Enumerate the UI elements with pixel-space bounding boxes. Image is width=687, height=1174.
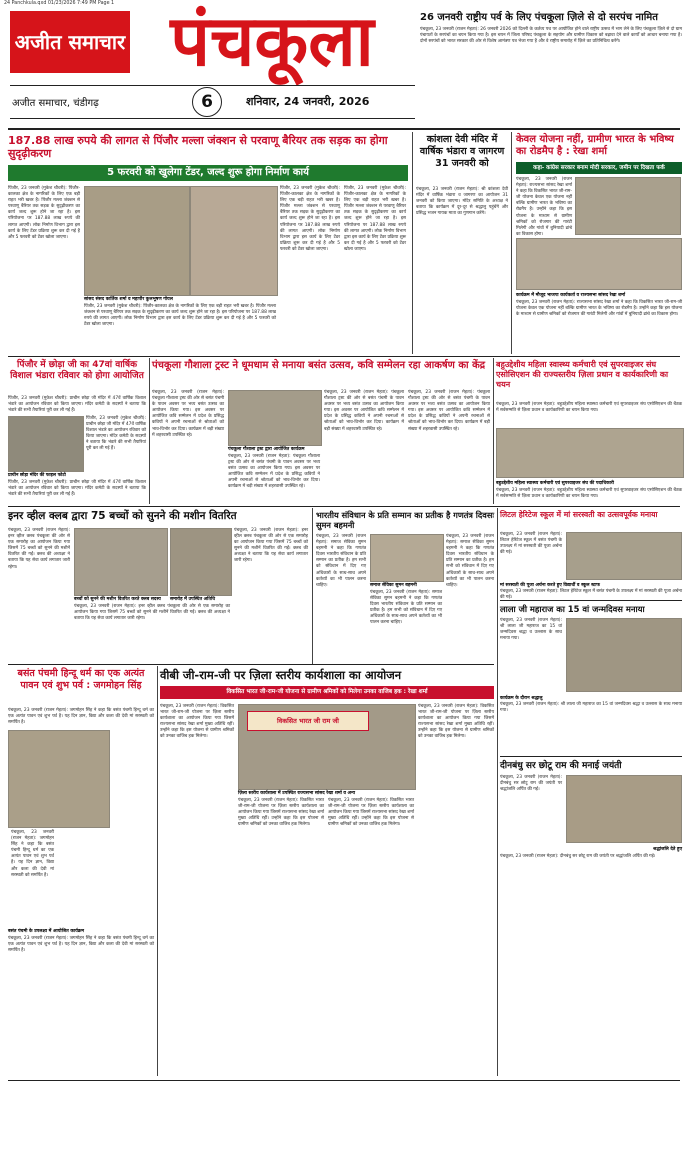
rekha-headline-wrap — [516, 134, 682, 342]
lead-photo-caption: सांसद संसद कार्तिक शर्मा व महापौर कुलभूषण गोयल — [84, 297, 173, 302]
rekha-headline: केवल योजना नहीं, ग्रामीण भारत के भविष्य का रोडमैप है : रेखा शर्मा — [516, 134, 674, 157]
lead-body-col3: पिंजौर, 23 जनवरी (मुकेश चौधरी): पिंजौर-कालका क्षेत्र के नागरिकों के लिए एक बड़ी राहत भरी खबर है। पिंजौर मल्ला जंक्शन से परवाणू बैरियर तक सड़क के सुदृढ़ीकरण का कार्य जल्द शुरू होने जा रहा है। इस परियोजना पर 187.88 लाख रुपये की लागत आएगी। लोक निर्माण विभाग द्वारा इस कार्य के लिए टेंडर प्रक्रिया शुरू कर दी गई है और 5 फरवरी को टेंडर खोला जाएगा। — [280, 186, 340, 252]
lead-subheadline-bar — [8, 165, 408, 181]
suman-body-col2: पंचकूला, 23 जनवरी (राजन मेहता): समाज सेविका सुमन बहमनी ने कहा कि गणतंत्र दिवस भारतीय संविधान के प्रति सम्मान का प्रतीक है। हम सभी को संविधान में दिए गए अधिकारों के साथ-साथ अपने कर्तव्यों का भी पालन करना चाहिए। — [370, 590, 442, 626]
suman-body-col1: पंचकूला, 23 जनवरी (राजन मेहता): समाज सेविका सुमन बहमनी ने कहा कि गणतंत्र दिवस भारतीय संविधान के प्रति सम्मान का प्रतीक है। हम सभी को संविधान में दिए गए अधिकारों के साथ-साथ अपने कर्तव्यों का भी पालन करना चाहिए। — [316, 534, 366, 588]
rekha-body-col2: पंचकूला, 23 जनवरी (राजन मेहता): राज्यसभा सांसद रेखा शर्मा ने कहा कि विकसित भारत जी-राम-जी योजना केवल एक योजना नहीं बल्कि ग्रामीण भारत के भविष्य का रोडमैप है। उन्होंने कहा कि इस योजना के माध्यम से ग्रामीण श्रमिकों को रोजगार की गारंटी मिलेगी और गांवों में बुनियादी ढांचे का विकास होगा। — [516, 300, 682, 318]
rekha-body-col1: पंचकूला, 23 जनवरी (राजन मेहता): राज्यसभा सांसद रेखा शर्मा ने कहा कि विकसित भारत जी-राम-जी योजना केवल एक योजना नहीं बल्कि ग्रामीण भारत के भविष्य का रोडमैप है। उन्होंने कहा कि इस योजना के माध्यम से ग्रामीण श्रमिकों को रोजगार की गारंटी मिलेगी और गांवों में बुनियादी ढांचे का विकास होगा। — [516, 177, 572, 237]
vrule-6 — [497, 508, 498, 1076]
gaushala-body-col2: पंचकूला, 23 जनवरी (राजन मेहता): पंचकूला गौशाला ट्रस्ट की ओर से बसंत पंचमी के पावन अवसर पर भव्य बसंत उत्सव का आयोजन किया गया। इस अवसर पर आयोजित कवि सम्मेलन में प्रदेश के प्रसिद्ध कवियों ने अपनी रचनाओं से श्रोताओं को भाव-विभोर कर दिया। कार्यक्रम में बड़ी संख्या में शहरवासी उपस्थित रहे। — [228, 454, 320, 490]
vbji-body-col3: पंचकूला, 23 जनवरी (राजन मेहता): विकसित भारत जी-राम-जी योजना पर ज़िला स्तरीय कार्यशाला का आयोजन किया गया जिसमें राज्यसभा सांसद रेखा शर्मा मुख्य अतिथि रहीं। उन्होंने कहा कि इस योजना से ग्रामीण श्रमिकों को उनका वाजिब हक मिलेगा। — [328, 798, 414, 828]
basant-body-bottom: पंचकूला, 23 जनवरी (राजन मेहता): जगमोहन सिंह ने कहा कि बसंत पंचमी हिन्दू धर्म का एक अत्यंत पावन एवं शुभ पर्व है। यह दिन ज्ञान, विद्या और कला की देवी मां सरस्वती को समर्पित है। — [8, 936, 154, 954]
suman-photo — [370, 534, 444, 582]
basant-story — [8, 668, 154, 1076]
top-right-headline: 26 जनवरी राष्ट्रीय पर्व के लिए पंचकूला ज़िले से दो सरपंच नामित — [420, 12, 658, 23]
page-number-badge — [192, 87, 222, 117]
gaushala-body-col4: पंचकूला, 23 जनवरी (राजन मेहता): पंचकूला गौशाला ट्रस्ट की ओर से बसंत पंचमी के पावन अवसर पर भव्य बसंत उत्सव का आयोजन किया गया। इस अवसर पर आयोजित कवि सम्मेलन में प्रदेश के प्रसिद्ध कवियों ने अपनी रचनाओं से श्रोताओं को भाव-विभोर कर दिया। कार्यक्रम में बड़ी संख्या में शहरवासी उपस्थित रहे। — [408, 390, 490, 432]
school-headline: लिटल हेरिटेज स्कूल में मां सरस्वती का उत्सवपूर्वक मनाया — [500, 510, 658, 519]
divider-lala — [500, 756, 682, 757]
hearing-body-col3: पंचकूला, 23 जनवरी (राजन मेहता): इनर व्हील क्लब पंचकूला की ओर से एक समारोह का आयोजन किया गया जिसमें 75 बच्चों को सुनने की मशीनें वितरित की गईं। क्लब की अध्यक्षा ने बताया कि यह सेवा कार्य लगातार जारी रहेगा। — [234, 528, 308, 564]
lead-headline: 187.88 लाख रुपये की लागत से पिंजौर मल्ला जंक्शन से परवाणू बैरियर तक सड़क का होगा सुदृढ़ीकरण — [8, 134, 388, 160]
suman-headline: भारतीय संविधान के प्रति सम्मान का प्रतीक है गणतंत्र दिवसः सुमन बहमनी — [316, 510, 495, 530]
divider-2 — [8, 356, 680, 357]
deendayal-body-bottom: पंचकूला, 23 जनवरी (राजन मेहता): दीनबंधु सर छोटू राम की जयंती पर श्रद्धांजलि अर्पित की गई। — [500, 854, 656, 859]
health-body-top: पंचकूला, 23 जनवरी (राजन मेहता): बहुउद्देशीय महिला स्वास्थ्य कर्मचारी एवं सुपरवाइजर संघ एसोसिएशन की बैठक में सर्वसम्मति से ज़िला प्रधान व कार्यकारिणी का चयन किया गया। — [496, 402, 682, 414]
lead-photo-1 — [84, 186, 190, 296]
hearing-body-col2: पंचकूला, 23 जनवरी (राजन मेहता): इनर व्हील क्लब पंचकूला की ओर से एक समारोह का आयोजन किया गया जिसमें 75 बच्चों को सुनने की मशीनें वितरित की गईं। क्लब की अध्यक्षा ने बताया कि यह सेवा कार्य लगातार जारी रहेगा। — [74, 604, 230, 622]
lala-story — [500, 604, 682, 754]
vbji-headline: वीबी जी-राम-जी पर ज़िला स्तरीय कार्यशाला का आयोजन — [160, 668, 402, 682]
vivah-photo-caption: प्राचीन छोड़ा मंदिर की फाइल फोटो — [8, 473, 66, 478]
rekha-kicker: कहा- कांग्रेस सरकार बनाम मोदी सरकार, जमीन पर दिखता फर्क — [533, 165, 665, 171]
lala-photo-caption: कार्यक्रम के दौरान श्रद्धालु — [500, 696, 543, 701]
school-photo-caption: मां सरस्वती की पूजा अर्चना करते हुए विद्यार्थी व स्कूल स्टाफ — [500, 583, 600, 588]
gaushala-headline: पंचकूला गौशाला ट्रस्ट ने धूमधाम से मनाया बसंत उत्सव, कवि सम्मेलन रहा आकर्षण का केंद्र — [152, 360, 486, 371]
school-body: पंचकूला, 23 जनवरी (राजन मेहता): लिटल हेरिटेज स्कूल में बसंत पंचमी के उपलक्ष्य में मां सरस्वती की पूजा अर्चना की गई। — [500, 532, 562, 556]
rekha-photo-2 — [516, 238, 682, 290]
basant-body-side: पंचकूला, 23 जनवरी (राजन मेहता): जगमोहन सिंह ने कहा कि बसंत पंचमी हिन्दू धर्म का एक अत्यंत पावन एवं शुभ पर्व है। यह दिन ज्ञान, विद्या और कला की देवी मां सरस्वती को समर्पित है। — [11, 830, 54, 878]
lala-headline: लाला जी महाराज का 15 वां जन्मदिवस मनाया — [500, 604, 645, 614]
lead-photo-2 — [190, 186, 278, 296]
health-photo — [496, 428, 684, 478]
lead-story — [8, 134, 408, 352]
vbji-banner-text: विकसित भारत जी राम जी — [277, 717, 339, 725]
suman-photo-caption: समाज सेविका सुमन बहमनी — [370, 583, 417, 588]
date-line: शनिवार, 24 जनवरी, 2026 — [246, 95, 370, 108]
hearing-photo-1 — [74, 528, 168, 596]
vivah-body-top: पिंजौर, 23 जनवरी (मुकेश चौधरी): प्राचीन छोड़ा जी मंदिर में 47वें वार्षिक विशाल भंडारे का आयोजन रविवार को किया जाएगा। मंदिर कमेटी के सदस्यों ने बताया कि भंडारे की सभी तैयारियां पूरी कर ली गई हैं। — [8, 396, 146, 414]
paper-name-box — [10, 11, 130, 73]
school-story — [500, 510, 682, 601]
health-body-bottom: पंचकूला, 23 जनवरी (राजन मेहता): बहुउद्देशीय महिला स्वास्थ्य कर्मचारी एवं सुपरवाइजर संघ एसोसिएशन की बैठक में सर्वसम्मति से ज़िला प्रधान व कार्यकारिणी का चयन किया गया। — [496, 488, 682, 500]
hearing-photo-2 — [170, 528, 232, 596]
lala-photo — [566, 618, 682, 692]
deendayal-story — [500, 760, 682, 1078]
gaushala-body-col3: पंचकूला, 23 जनवरी (राजन मेहता): पंचकूला गौशाला ट्रस्ट की ओर से बसंत पंचमी के पावन अवसर पर भव्य बसंत उत्सव का आयोजन किया गया। इस अवसर पर आयोजित कवि सम्मेलन में प्रदेश के प्रसिद्ध कवियों ने अपनी रचनाओं से श्रोताओं को भाव-विभोर कर दिया। कार्यक्रम में बड़ी संख्या में शहरवासी उपस्थित रहे। — [324, 390, 404, 432]
hearing-body-col1: पंचकूला, 23 जनवरी (राजन मेहता): इनर व्हील क्लब पंचकूला की ओर से एक समारोह का आयोजन किया गया जिसमें 75 बच्चों को सुनने की मशीनें वितरित की गईं। क्लब की अध्यक्षा ने बताया कि यह सेवा कार्य लगातार जारी रहेगा। — [8, 528, 70, 570]
lead-body-col1: पिंजौर, 23 जनवरी (मुकेश चौधरी): पिंजौर-कालका क्षेत्र के नागरिकों के लिए एक बड़ी राहत भरी खबर है। पिंजौर मल्ला जंक्शन से परवाणू बैरियर तक सड़क के सुदृढ़ीकरण का कार्य जल्द शुरू होने जा रहा है। इस परियोजना पर 187.88 लाख रुपये की लागत आएगी। लोक निर्माण विभाग द्वारा इस कार्य के लिए टेंडर प्रक्रिया शुरू कर दी गई है और 5 फरवरी को टेंडर खोला जाएगा। — [8, 186, 80, 240]
lead-body-col2: पिंजौर, 23 जनवरी (मुकेश चौधरी): पिंजौर-कालका क्षेत्र के नागरिकों के लिए एक बड़ी राहत भरी खबर है। पिंजौर मल्ला जंक्शन से परवाणू बैरियर तक सड़क के सुदृढ़ीकरण का कार्य जल्द शुरू होने जा रहा है। इस परियोजना पर 187.88 लाख रुपये की लागत आएगी। लोक निर्माण विभाग द्वारा इस कार्य के लिए टेंडर प्रक्रिया शुरू कर दी गई है और 5 फरवरी को टेंडर खोला जाएगा। — [84, 304, 276, 328]
vivah-body-side: पिंजौर, 23 जनवरी (मुकेश चौधरी): प्राचीन छोड़ा जी मंदिर में 47वें वार्षिक विशाल भंडारे का आयोजन रविवार को किया जाएगा। मंदिर कमेटी के सदस्यों ने बताया कि भंडारे की सभी तैयारियां पूरी कर ली गई हैं। — [86, 416, 146, 452]
gaushala-story — [152, 360, 490, 502]
paper-name: अजीत समाचार — [14, 30, 126, 54]
page-title: पंचकूला — [170, 0, 374, 82]
school-body-bottom: पंचकूला, 23 जनवरी (राजन मेहता): लिटल हेरिटेज स्कूल में बसंत पंचमी के उपलक्ष्य में मां सरस्वती की पूजा अर्चना की गई। — [500, 589, 682, 601]
hearing-caption-1: बच्चों को सुनने की मशीन वितरित करते क्लब सदस्य — [74, 597, 161, 602]
suman-body-col3: पंचकूला, 23 जनवरी (राजन मेहता): समाज सेविका सुमन बहमनी ने कहा कि गणतंत्र दिवस भारतीय संविधान के प्रति सम्मान का प्रतीक है। हम सभी को संविधान में दिए गए अधिकारों के साथ-साथ अपने कर्तव्यों का भी पालन करना चाहिए। — [446, 534, 494, 588]
publisher-line: अजीत समाचार, चंडीगढ़ — [12, 98, 99, 109]
rekha-photo-caption: कार्यक्रम में मौजूद भाजपा कार्यकर्ता व राज्यसभा सांसद रेखा शर्मा — [516, 293, 626, 298]
gaushala-body-col1: पंचकूला, 23 जनवरी (राजन मेहता): पंचकूला गौशाला ट्रस्ट की ओर से बसंत पंचमी के पावन अवसर पर भव्य बसंत उत्सव का आयोजन किया गया। इस अवसर पर आयोजित कवि सम्मेलन में प्रदेश के प्रसिद्ध कवियों ने अपनी रचनाओं से श्रोताओं को भाव-विभोर कर दिया। कार्यक्रम में बड़ी संख्या में शहरवासी उपस्थित रहे। — [152, 390, 224, 438]
divider-school — [500, 600, 682, 601]
vbji-photo-caption: ज़िला स्तरीय कार्यशाला में उपस्थित राज्यसभा सांसद रेखा शर्मा व अन्य — [238, 791, 356, 796]
divider-4 — [8, 664, 494, 665]
top-right-story — [420, 12, 682, 126]
vbji-body-col4: पंचकूला, 23 जनवरी (राजन मेहता): विकसित भारत जी-राम-जी योजना पर ज़िला स्तरीय कार्यशाला का आयोजन किया गया जिसमें राज्यसभा सांसद रेखा शर्मा मुख्य अतिथि रहीं। उन्होंने कहा कि इस योजना से ग्रामीण श्रमिकों को उनका वाजिब हक मिलेगा। — [418, 704, 494, 740]
vbji-body-col1: पंचकूला, 23 जनवरी (राजन मेहता): विकसित भारत जी-राम-जी योजना पर ज़िला स्तरीय कार्यशाला का आयोजन किया गया जिसमें राज्यसभा सांसद रेखा शर्मा मुख्य अतिथि रहीं। उन्होंने कहा कि इस योजना से ग्रामीण श्रमिकों को उनका वाजिब हक मिलेगा। — [160, 704, 234, 740]
durga-body: पंचकूला, 23 जनवरी (राजन मेहता): श्री कांशला देवी मंदिर में वार्षिक भंडारा व जागरण का आयोजन 31 जनवरी को किया जाएगा। मंदिर समिति के अध्यक्ष ने बताया कि कार्यक्रम में दूर-दूर से श्रद्धालु पहुंचेंगे और प्रसिद्ध भजन गायक माता का गुणगान करेंगे। — [416, 187, 508, 217]
rekha-photo-1 — [575, 177, 681, 235]
basant-photo — [8, 730, 110, 828]
masthead-bar — [10, 85, 415, 119]
divider-top — [8, 128, 680, 130]
deendayal-headline: दीनबंधु सर छोटू राम की मनाई जयंती — [500, 761, 622, 771]
vbji-kicker: विकसित भारत जी-राम-जी योजना से ग्रामीण श्रमिकों को मिलेगा उनका वाजिब हक : रेखा शर्मा — [226, 689, 428, 695]
gaushala-photo-caption: पंचकूला गौशाला ट्रस्ट द्वारा आयोजित कार्यक्रम — [228, 447, 305, 452]
vbji-body-col2: पंचकूला, 23 जनवरी (राजन मेहता): विकसित भारत जी-राम-जी योजना पर ज़िला स्तरीय कार्यशाला का आयोजन किया गया जिसमें राज्यसभा सांसद रेखा शर्मा मुख्य अतिथि रहीं। उन्होंने कहा कि इस योजना से ग्रामीण श्रमिकों को उनका वाजिब हक मिलेगा। — [238, 798, 324, 828]
health-headline: बहुउद्देशीय महिला स्वास्थ्य कर्मचारी एवं सुपरवाइजर संघ एसोसिएशन की राज्यस्तरीय ज़िला प्रधान व कार्यकारिणी का चयन — [496, 360, 669, 389]
basant-headline: बसंत पंचमी हिन्दू धर्म का एक अत्यंत पावन एवं शुभ पर्व : जगमोहन सिंह — [17, 668, 145, 691]
vbji-kicker-bar — [160, 686, 494, 699]
bottom-rule — [8, 1080, 680, 1081]
deendayal-body: पंचकूला, 23 जनवरी (राजन मेहता): दीनबंधु सर छोटू राम की जयंती पर श्रद्धांजलि अर्पित की गई। — [500, 775, 562, 793]
page-number: 6 — [201, 92, 213, 112]
basant-photo-caption: बसंत पंचमी के उपलक्ष्य में आयोजित कार्यक्रम — [8, 929, 85, 934]
vrule-7 — [157, 666, 158, 1076]
health-story — [496, 360, 682, 502]
lala-body-bottom: पंचकूला, 23 जनवरी (राजन मेहता): श्री लाला जी महाराज का 15 वां जन्मदिवस श्रद्धा व उल्लास के साथ मनाया गया। — [500, 702, 682, 714]
deendayal-photo — [566, 775, 682, 843]
lala-body: पंचकूला, 23 जनवरी (राजन मेहता): श्री लाला जी महाराज का 15 वां जन्मदिवस श्रद्धा व उल्लास के साथ मनाया गया। — [500, 618, 562, 642]
lead-subheadline: 5 फरवरी को खुलेगा टेंडर, जल्द शुरू होगा निर्माण कार्य — [107, 167, 309, 178]
durga-headline: कांशला देवी मंदिर में वार्षिक भंडारा व जागरण 31 जनवरी को — [419, 134, 505, 169]
school-photo — [566, 532, 682, 580]
rekha-kicker-bar — [516, 162, 682, 174]
vrule-3 — [149, 358, 150, 504]
hearing-caption-2: समारोह में उपस्थित अतिथि — [170, 597, 216, 602]
vivah-headline: पिंजौर में छोड़ा जी का 47वां वार्षिक विशाल भंडारा रविवार को होगा आयोजित — [10, 360, 144, 381]
vrule-4 — [493, 358, 494, 504]
vrule-1 — [412, 132, 413, 354]
deendayal-photo-caption: श्रद्धांजलि देते हुए — [652, 847, 682, 852]
basant-body-top: पंचकूला, 23 जनवरी (राजन मेहता): जगमोहन सिंह ने कहा कि बसंत पंचमी हिन्दू धर्म का एक अत्यंत पावन एवं शुभ पर्व है। यह दिन ज्ञान, विद्या और कला की देवी मां सरस्वती को समर्पित है। — [8, 708, 154, 726]
lead-body-col4: पिंजौर, 23 जनवरी (मुकेश चौधरी): पिंजौर-कालका क्षेत्र के नागरिकों के लिए एक बड़ी राहत भरी खबर है। पिंजौर मल्ला जंक्शन से परवाणू बैरियर तक सड़क के सुदृढ़ीकरण का कार्य जल्द शुरू होने जा रहा है। इस परियोजना पर 187.88 लाख रुपये की लागत आएगी। लोक निर्माण विभाग द्वारा इस कार्य के लिए टेंडर प्रक्रिया शुरू कर दी गई है और 5 फरवरी को टेंडर खोला जाएगा। — [344, 186, 406, 252]
hearing-headline: इनर व्हील क्लब द्वारा 75 बच्चों को सुनने की मशीन वितरित — [8, 510, 237, 522]
vbji-story — [160, 668, 494, 1076]
vivah-story — [8, 360, 146, 502]
gaushala-photo — [228, 390, 322, 446]
suman-story — [316, 510, 494, 660]
vivah-body-bottom: पिंजौर, 23 जनवरी (मुकेश चौधरी): प्राचीन छोड़ा जी मंदिर में 47वें वार्षिक विशाल भंडारे का आयोजन रविवार को किया जाएगा। मंदिर कमेटी के सदस्यों ने बताया कि भंडारे की सभी तैयारियां पूरी कर ली गई हैं। — [8, 480, 146, 498]
vbji-banner — [247, 711, 369, 731]
vrule-5 — [312, 508, 313, 664]
vbji-photo — [238, 704, 416, 790]
hearing-story — [8, 510, 308, 660]
health-photo-caption: बहुउद्देशीय महिला स्वास्थ्य कर्मचारी एवं सुपरवाइजर संघ की पदाधिकारी — [496, 481, 614, 486]
vivah-photo — [8, 416, 84, 472]
print-slug: 24 Panchkula.qxd 01/23/2026 7:49 PM Page 1 — [4, 1, 115, 6]
divider-3 — [8, 506, 680, 507]
top-right-body: पंचकूला, 23 जनवरी (राजन मेहता): 26 जनवरी 2026 को दिल्ली के कर्तव्य पथ पर आयोजित होने वाले राष्ट्रीय उत्सव में भाग लेने के लिए पंचकूला ज़िले से दो ग्राम पंचायतों के सरपंचों का चयन किया गया है। इस चयन में जिला परिषद पंचकूला के सहयोग और ग्रामीण विकास को बढ़ावा देने वाले कार्यों को आधार बनाया गया है। दोनों सरपंचों को भारत सरकार की ओर से विशेष आमंत्रण पत्र भेजा गया है और वे राष्ट्रीय समारोह में ज़िले का प्रतिनिधित्व करेंगे। — [420, 27, 682, 45]
